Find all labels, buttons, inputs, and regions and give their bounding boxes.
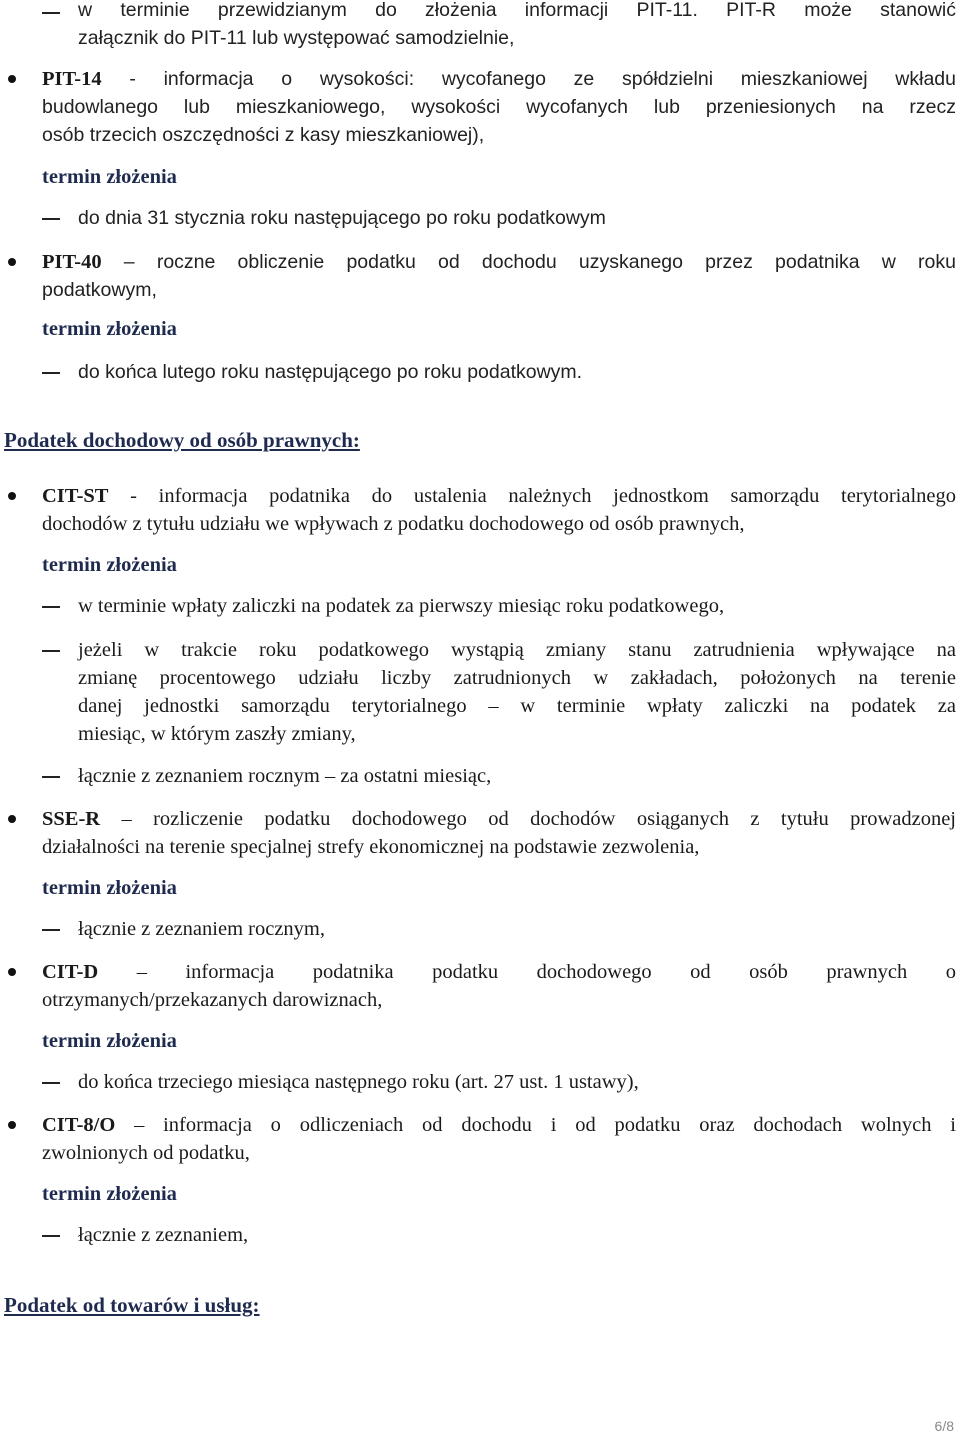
citd-line-2: otrzymanych/przekazanych darowiznach, <box>42 989 383 1011</box>
bullet-marker <box>8 968 16 976</box>
citst-paragraph <box>42 482 956 538</box>
pit14-termin-label: termin złożenia <box>42 166 177 188</box>
bullet-marker <box>8 492 16 500</box>
citst-line-1 <box>42 482 956 510</box>
citst-termin-label: termin złożenia <box>42 554 177 576</box>
citst-deadline-1: w terminie wpłaty zaliczki na podatek za pierwszy miesiąc roku podatkowego, <box>78 595 725 617</box>
citst-deadline-2-line-4: miesiąc, w którym zaszły zmiany, <box>78 723 356 745</box>
dash-marker <box>42 1235 60 1237</box>
pit14-line-1 <box>42 65 956 93</box>
pit40-paragraph <box>42 248 956 304</box>
pit40-termin-label: termin złożenia <box>42 318 177 340</box>
sser-deadline: łącznie z zeznaniem rocznym, <box>78 918 325 940</box>
cit8o-code: CIT-8/O <box>42 1114 116 1136</box>
pitr-line-2: załącznik do PIT-11 lub występować samodzielnie, <box>78 27 515 49</box>
cit8o-deadline: łącznie z zeznaniem, <box>78 1224 249 1246</box>
pit14-deadline: do dnia 31 stycznia roku następującego po roku podatkowym <box>78 207 606 229</box>
cit8o-termin-label: termin złożenia <box>42 1183 177 1205</box>
cit8o-line-2: zwolnionych od podatku, <box>42 1142 250 1164</box>
dash-marker <box>42 650 60 652</box>
pit40-deadline: do końca lutego roku następującego po roku podatkowym. <box>78 361 583 383</box>
citd-line-1 <box>42 958 956 986</box>
bullet-marker <box>8 1121 16 1129</box>
pit40-line-2: podatkowym, <box>42 279 157 301</box>
pit14-line-2: budowlanego lub mieszkaniowego, wysokości wycofanych lub przeniesionych na rzecz <box>42 96 956 118</box>
pit14-description-1: - informacja o wysokości: wycofanego ze spółdzielni mieszkaniowej wkładu <box>101 68 956 90</box>
vat-section-heading: Podatek od towarów i usług: <box>4 1293 260 1317</box>
citst-deadline-2 <box>78 636 956 748</box>
citd-deadline: do końca trzeciego miesiąca następnego roku (art. 27 ust. 1 ustawy), <box>78 1071 639 1093</box>
cit-section-heading: Podatek dochodowy od osób prawnych: <box>4 428 360 452</box>
citst-deadline-3: łącznie z zeznaniem rocznym – za ostatni miesiąc, <box>78 765 492 787</box>
cit8o-description-1: – informacja o odliczeniach od dochodu i od podatku oraz dochodach wolnych i <box>115 1114 956 1136</box>
citst-code: CIT-ST <box>42 485 109 507</box>
pit40-line-1 <box>42 248 956 276</box>
sser-code: SSE-R <box>42 808 101 830</box>
citst-deadline-2-line-1: jeżeli w trakcie roku podatkowego wystąpią zmiany stanu zatrudnienia wpływające na <box>78 639 956 661</box>
pit14-line-3: osób trzecich oszczędności z kasy mieszkaniowej), <box>42 124 485 146</box>
citst-deadline-2-line-2: zmianę procentowego udziału liczby zatrudnionych w zakładach, położonych na terenie <box>78 667 956 689</box>
pit40-code: PIT-40 <box>42 251 102 273</box>
pit40-description-1: – roczne obliczenie podatku od dochodu uzyskanego przez podatnika w roku <box>101 251 956 273</box>
sser-line-2: działalności na terenie specjalnej strefy ekonomicznej na podstawie zezwolenia, <box>42 836 700 858</box>
dash-marker <box>42 12 60 14</box>
dash-marker <box>42 929 60 931</box>
citst-description-1: - informacja podatnika do ustalenia należnych jednostkom samorządu terytorialnego <box>108 485 956 507</box>
sser-termin-label: termin złożenia <box>42 877 177 899</box>
cit8o-paragraph <box>42 1111 956 1167</box>
bullet-marker <box>8 75 16 83</box>
bullet-marker <box>8 815 16 823</box>
dash-marker <box>42 1082 60 1084</box>
pit14-paragraph <box>42 65 956 149</box>
page-number: 6/8 <box>934 1418 954 1434</box>
citst-line-2: dochodów z tytułu udziału we wpływach z podatku dochodowego od osób prawnych, <box>42 513 745 535</box>
dash-marker <box>42 606 60 608</box>
citst-deadline-2-line-3: danej jednostki samorządu terytorialnego – w terminie wpłaty zaliczki na podatek za <box>78 695 956 717</box>
cit8o-line-1 <box>42 1111 956 1139</box>
citd-code: CIT-D <box>42 961 99 983</box>
sser-paragraph <box>42 805 956 861</box>
pit14-code: PIT-14 <box>42 68 102 90</box>
bullet-marker <box>8 258 16 266</box>
citd-description-1: – informacja podatnika podatku dochodowego od osób prawnych o <box>98 961 956 983</box>
pitr-line-1: w terminie przewidzianym do złożenia informacji PIT-11. PIT-R może stanowić <box>78 0 956 21</box>
pitr-paragraph <box>78 0 956 52</box>
sser-line-1 <box>42 805 956 833</box>
citd-termin-label: termin złożenia <box>42 1030 177 1052</box>
citd-paragraph <box>42 958 956 1014</box>
dash-marker <box>42 776 60 778</box>
dash-marker <box>42 372 60 374</box>
dash-marker <box>42 218 60 220</box>
sser-description-1: – rozliczenie podatku dochodowego od dochodów osiąganych z tytułu prowadzonej <box>100 808 956 830</box>
